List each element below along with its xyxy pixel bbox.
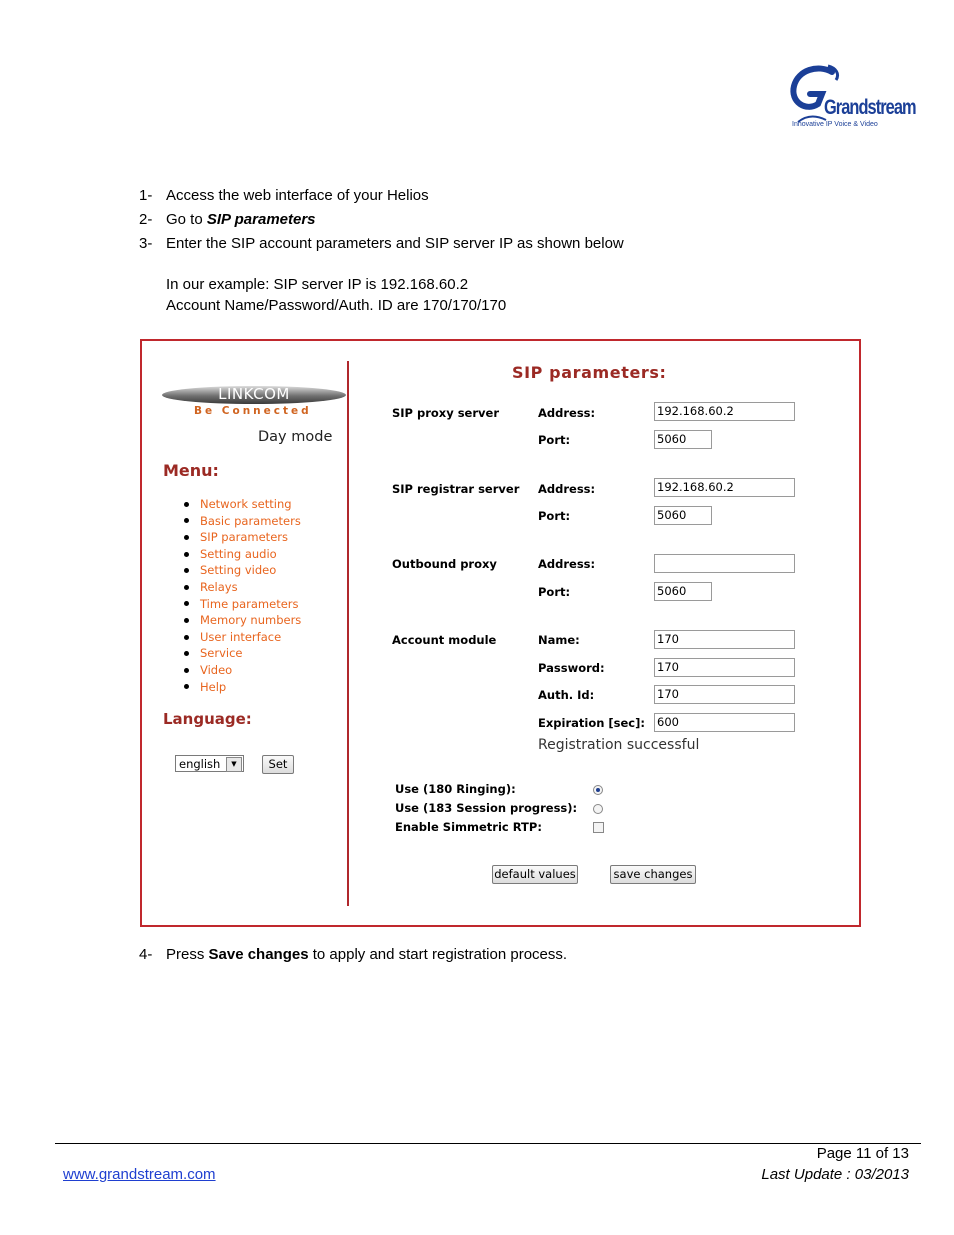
proxy-address-label: Address: <box>538 406 596 420</box>
example-note: Account Name/Password/Auth. ID are 170/170/170 <box>166 297 507 314</box>
menu-item-sip-parameters[interactable]: SIP parameters <box>184 529 301 546</box>
proxy-port-label: Port: <box>538 433 571 447</box>
menu-list <box>184 496 301 695</box>
menu-item-memory-numbers[interactable]: Memory numbers <box>184 612 301 629</box>
page-number: Page 11 of 13 <box>816 1145 909 1162</box>
step-emphasis: Save changes <box>208 946 309 963</box>
account-name-field[interactable]: 170 <box>654 630 795 649</box>
password-label: Password: <box>538 661 605 675</box>
ringing-180-radio[interactable] <box>593 785 603 795</box>
language-select[interactable]: english ▼ <box>175 755 244 772</box>
session-183-label: Use (183 Session progress): <box>395 801 578 815</box>
section-account-module: Account module <box>392 633 497 647</box>
instruction-steps <box>139 184 624 256</box>
day-mode-label[interactable]: Day mode <box>258 429 333 445</box>
step-text: Access the web interface of your Helios <box>166 187 429 204</box>
menu-item-user-interface[interactable]: User interface <box>184 629 301 646</box>
menu-item-service[interactable]: Service <box>184 645 301 662</box>
step-4 <box>139 944 567 966</box>
auth-id-field[interactable]: 170 <box>654 685 795 704</box>
outbound-address-label: Address: <box>538 557 596 571</box>
section-outbound-proxy: Outbound proxy <box>392 557 497 571</box>
save-changes-button[interactable]: save changes <box>610 865 696 884</box>
dropdown-arrow-icon[interactable]: ▼ <box>226 757 242 772</box>
registrar-port-field[interactable]: 5060 <box>654 506 712 525</box>
section-sip-proxy: SIP proxy server <box>392 406 499 420</box>
expiration-field[interactable]: 600 <box>654 713 795 732</box>
outbound-port-field[interactable]: 5060 <box>654 582 712 601</box>
password-field[interactable]: 170 <box>654 658 795 677</box>
logo-tagline: Innovative IP Voice & Video <box>792 121 878 128</box>
divider <box>347 361 349 906</box>
proxy-port-field[interactable]: 5060 <box>654 430 712 449</box>
device-web-interface-screenshot <box>140 339 861 927</box>
registration-status: Registration successful <box>538 737 700 753</box>
expiration-label: Expiration [sec]: <box>538 716 645 730</box>
language-title: Language: <box>163 710 252 728</box>
simmetric-rtp-checkbox[interactable] <box>593 822 604 833</box>
step-number: 4- <box>139 946 153 963</box>
website-link[interactable]: www.grandstream.com <box>63 1166 216 1183</box>
step-text: Press Save changes to apply and start registration process. <box>166 946 568 963</box>
set-language-button[interactable]: Set <box>262 755 294 774</box>
outbound-port-label: Port: <box>538 585 571 599</box>
registrar-address-label: Address: <box>538 482 596 496</box>
example-note: In our example: SIP server IP is 192.168.60.2 <box>166 276 469 293</box>
menu-item-video[interactable]: Video <box>184 662 301 679</box>
menu-item-network-setting[interactable]: Network setting <box>184 496 301 513</box>
step-emphasis: SIP parameters <box>206 211 316 228</box>
step-number: 2- <box>139 211 153 228</box>
menu-title: Menu: <box>163 461 219 480</box>
outbound-address-field[interactable] <box>654 554 795 573</box>
auth-id-label: Auth. Id: <box>538 688 595 702</box>
section-sip-registrar: SIP registrar server <box>392 482 520 496</box>
session-183-radio[interactable] <box>593 804 603 814</box>
simmetric-rtp-label: Enable Simmetric RTP: <box>395 820 542 834</box>
step-text: Go to SIP parameters <box>166 211 316 228</box>
footer-divider <box>55 1143 921 1144</box>
grandstream-logo <box>788 64 916 134</box>
proxy-address-field[interactable]: 192.168.60.2 <box>654 402 795 421</box>
step-number: 3- <box>139 235 153 252</box>
menu-item-relays[interactable]: Relays <box>184 579 301 596</box>
logo-wordmark: Grandstream <box>824 96 916 119</box>
menu-item-help[interactable]: Help <box>184 679 301 696</box>
last-update: Last Update : 03/2013 <box>761 1166 909 1183</box>
default-values-button[interactable]: default values <box>492 865 578 884</box>
menu-item-time-parameters[interactable]: Time parameters <box>184 596 301 613</box>
step-number: 1- <box>139 187 153 204</box>
menu-item-basic-parameters[interactable]: Basic parameters <box>184 513 301 530</box>
registrar-address-field[interactable]: 192.168.60.2 <box>654 478 795 497</box>
account-name-label: Name: <box>538 633 580 647</box>
step-1 <box>139 184 624 208</box>
step-text: Enter the SIP account parameters and SIP server IP as shown below <box>166 235 624 252</box>
ringing-180-label: Use (180 Ringing): <box>395 782 516 796</box>
menu-item-setting-audio[interactable]: Setting audio <box>184 546 301 563</box>
linkcom-logo: LINKCOM <box>162 383 346 405</box>
page-title: SIP parameters: <box>512 363 667 382</box>
step-3 <box>139 232 624 256</box>
menu-item-setting-video[interactable]: Setting video <box>184 562 301 579</box>
linkcom-slogan: Be Connected <box>194 405 312 417</box>
registrar-port-label: Port: <box>538 509 571 523</box>
step-2 <box>139 208 624 232</box>
